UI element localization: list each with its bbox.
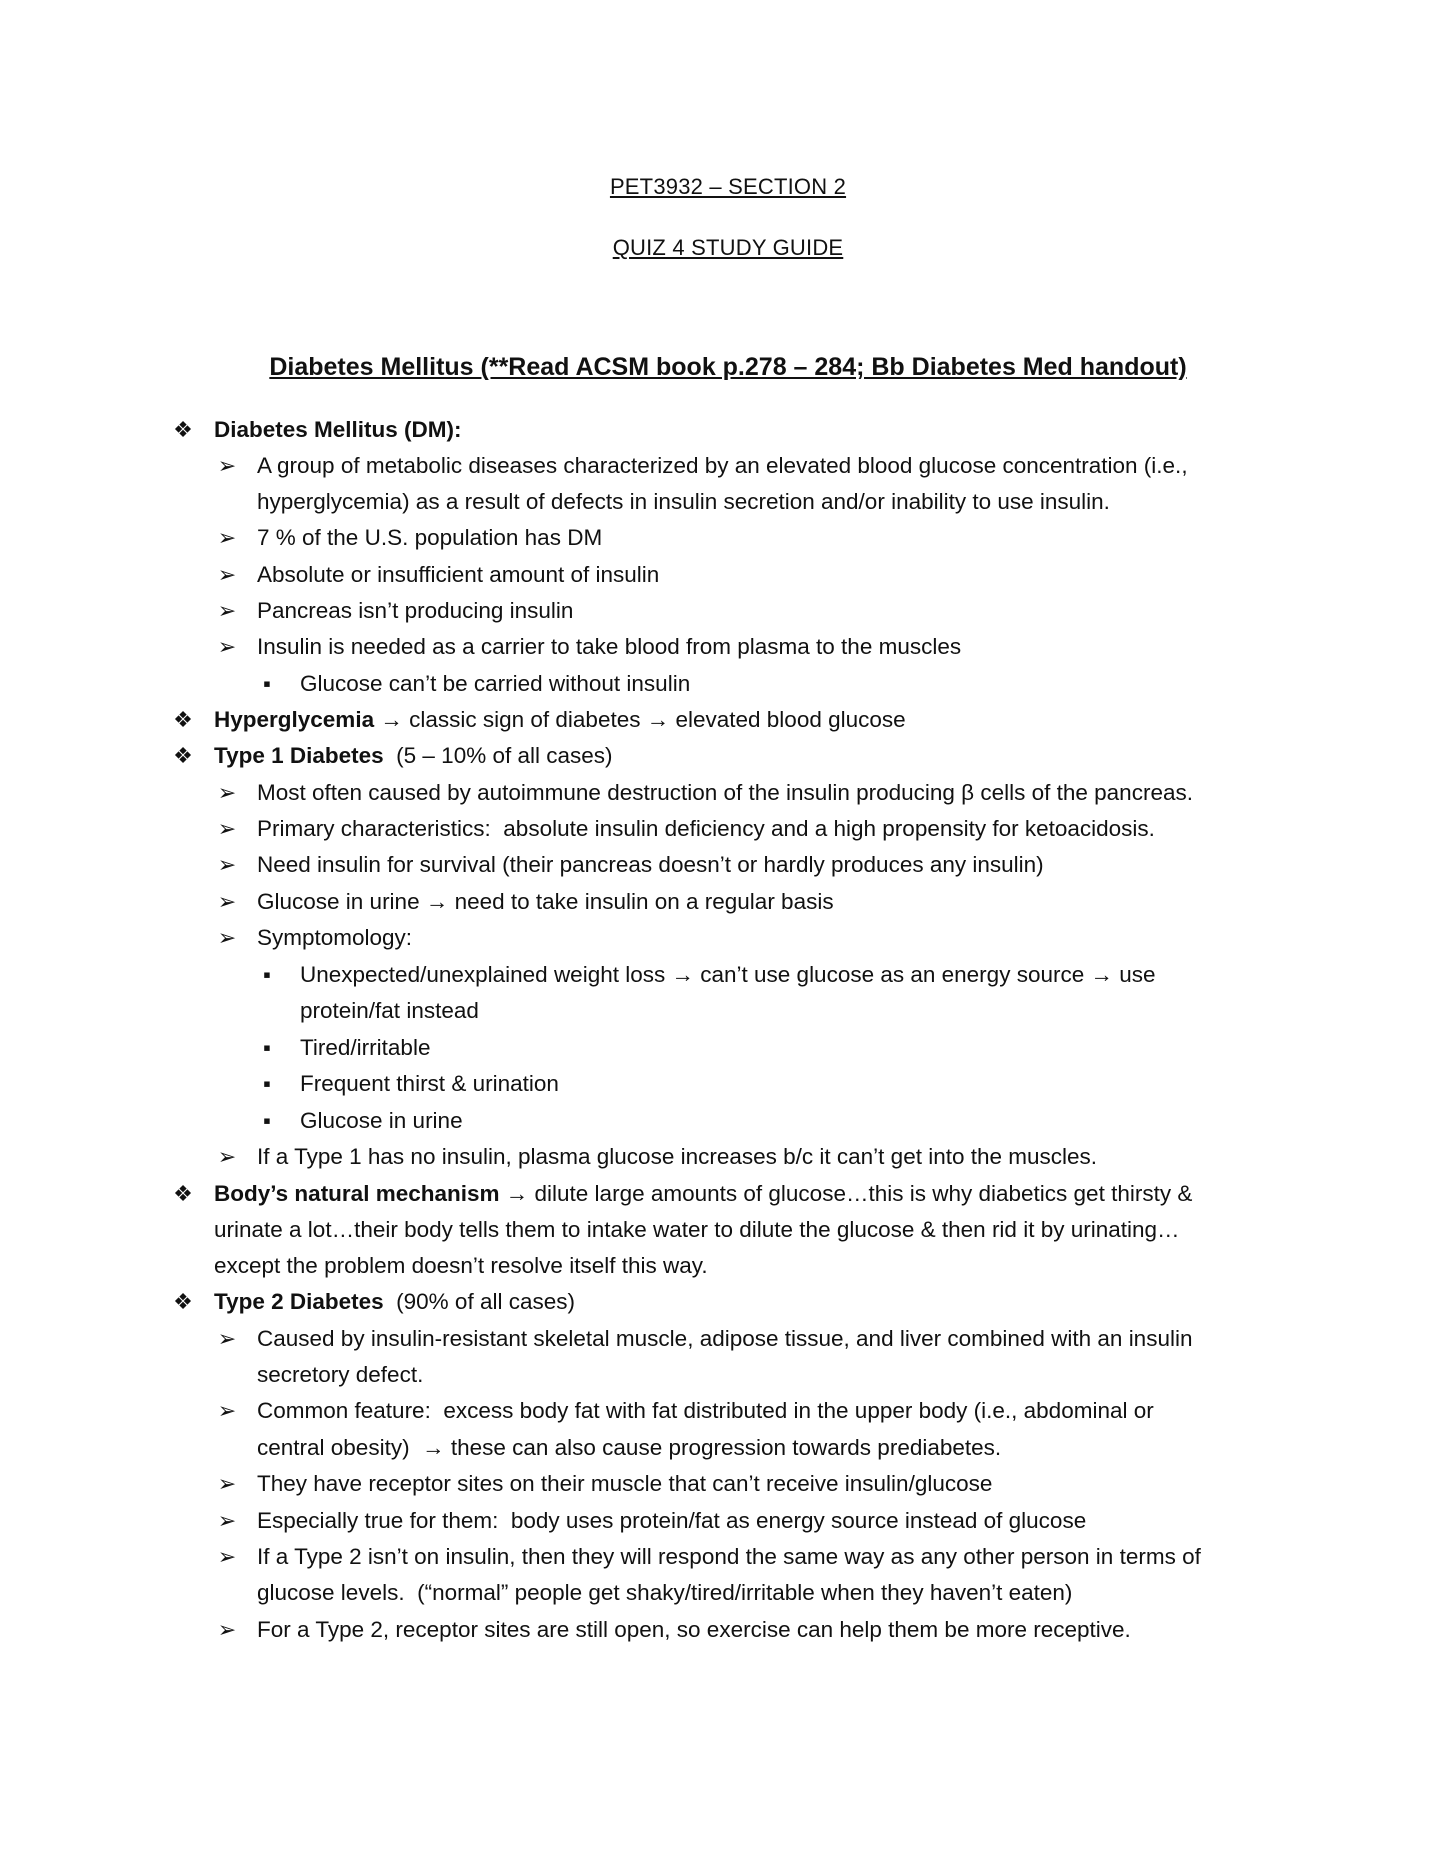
outline-line <box>300 957 1156 993</box>
arrow-bullet-icon: ➢ <box>217 598 237 623</box>
course-heading: PET3932 – SECTION 2 <box>609 174 847 199</box>
bold-term: Hyperglycemia <box>214 707 375 732</box>
line-text: Glucose in urine <box>300 1108 463 1133</box>
bold-term: Type 2 Diabetes <box>214 1289 384 1314</box>
arrow-bullet-icon: ➢ <box>217 1508 237 1533</box>
outline-line <box>257 1139 1097 1175</box>
arrow-bullet-icon: ➢ <box>217 562 237 587</box>
line-text: A group of metabolic diseases characterized by an elevated blood glucose concentration (i.e., <box>257 453 1188 478</box>
bold-term: Body’s natural mechanism <box>214 1181 500 1206</box>
outline-line <box>214 702 906 738</box>
arrow-bullet-icon: ➢ <box>217 1544 237 1569</box>
outline-line <box>214 738 613 774</box>
line-text: secretory defect. <box>257 1362 424 1387</box>
line-text: protein/fat instead <box>300 998 479 1023</box>
arrow-bullet-icon: ➢ <box>217 889 237 914</box>
line-text: glucose levels. (“normal” people get shaky/tired/irritable when they haven’t eaten) <box>257 1580 1073 1605</box>
line-text: 7 % of the U.S. population has DM <box>257 525 603 550</box>
outline-line <box>257 1466 992 1502</box>
outline-line <box>257 484 1110 520</box>
outline-line <box>214 1248 708 1284</box>
line-text: Common feature: excess body fat with fat distributed in the upper body (i.e., abdominal or <box>257 1398 1154 1423</box>
outline-line <box>257 1430 1001 1466</box>
diamond-bullet-icon: ❖ <box>173 1181 193 1206</box>
arrow-bullet-icon: ➢ <box>217 925 237 950</box>
outline-line <box>257 557 659 593</box>
line-text: Symptomology: <box>257 925 413 950</box>
outline-line <box>214 1212 1180 1248</box>
line-text: Unexpected/unexplained weight loss → can’t use glucose as an energy source → use <box>300 962 1156 987</box>
outline-line <box>257 1393 1154 1429</box>
outline-line <box>257 1539 1201 1575</box>
line-text: Need insulin for survival (their pancreas doesn’t or hardly produces any insulin) <box>257 852 1044 877</box>
outline-line <box>214 1176 1192 1212</box>
line-text: Caused by insulin-resistant skeletal muscle, adipose tissue, and liver combined with an insulin <box>257 1326 1193 1351</box>
outline-line <box>257 847 1044 883</box>
line-text: Absolute or insufficient amount of insulin <box>257 562 660 587</box>
bold-term: Diabetes Mellitus (DM): <box>214 417 462 442</box>
line-text: Insulin is needed as a carrier to take blood from plasma to the muscles <box>257 634 962 659</box>
outline-line <box>257 1575 1072 1611</box>
study-guide-heading: QUIZ 4 STUDY GUIDE <box>612 235 844 260</box>
arrow-bullet-icon: ➢ <box>217 1326 237 1351</box>
arrow-bullet-icon: ➢ <box>217 780 237 805</box>
outline-line <box>214 412 462 448</box>
outline-line <box>257 1357 423 1393</box>
line-text: If a Type 1 has no insulin, plasma glucose increases b/c it can’t get into the muscles. <box>257 1144 1098 1169</box>
line-text: central obesity) → these can also cause progression towards prediabetes. <box>257 1435 1002 1460</box>
line-text: Pancreas isn’t producing insulin <box>257 598 574 623</box>
bold-term: Type 1 Diabetes <box>214 743 384 768</box>
square-bullet-icon: ▪ <box>263 962 271 987</box>
arrow-bullet-icon: ➢ <box>217 852 237 877</box>
line-text: Primary characteristics: absolute insulin deficiency and a high propensity for ketoacidosis. <box>257 816 1155 841</box>
line-text: Tired/irritable <box>300 1035 431 1060</box>
outline-line <box>257 1612 1131 1648</box>
square-bullet-icon: ▪ <box>263 1108 271 1133</box>
line-text: Frequent thirst & urination <box>300 1071 559 1096</box>
line-text: For a Type 2, receptor sites are still open, so exercise can help them be more receptive. <box>257 1617 1131 1642</box>
arrow-bullet-icon: ➢ <box>217 525 237 550</box>
line-text: urinate a lot…their body tells them to intake water to dilute the glucose & then rid it by urinating… <box>214 1217 1180 1242</box>
arrow-bullet-icon: ➢ <box>217 1398 237 1423</box>
outline-line <box>214 1284 575 1320</box>
line-text: (90% of all cases) <box>383 1289 575 1314</box>
outline-line <box>257 448 1188 484</box>
outline-line <box>300 993 479 1029</box>
line-text: Most often caused by autoimmune destruction of the insulin producing β cells of the pancreas. <box>257 780 1193 805</box>
square-bullet-icon: ▪ <box>263 1071 271 1096</box>
outline-line <box>257 1321 1192 1357</box>
outline-line <box>257 593 573 629</box>
line-text: hyperglycemia) as a result of defects in insulin secretion and/or inability to use insulin. <box>257 489 1110 514</box>
arrow-bullet-icon: ➢ <box>217 634 237 659</box>
arrow-bullet-icon: ➢ <box>217 1617 237 1642</box>
outline-line <box>257 775 1193 811</box>
diamond-bullet-icon: ❖ <box>173 417 193 442</box>
outline-line <box>257 520 602 556</box>
arrow-bullet-icon: ➢ <box>217 1144 237 1169</box>
line-text: Glucose in urine → need to take insulin on a regular basis <box>257 889 834 914</box>
outline-line <box>300 1030 430 1066</box>
outline-line <box>257 884 834 920</box>
diamond-bullet-icon: ❖ <box>173 743 193 768</box>
line-text: They have receptor sites on their muscle that can’t receive insulin/glucose <box>257 1471 993 1496</box>
outline-line <box>300 1066 559 1102</box>
square-bullet-icon: ▪ <box>263 1035 271 1060</box>
section-title: Diabetes Mellitus (**Read ACSM book p.278 – 284; Bb Diabetes Med handout) <box>269 353 1187 381</box>
diamond-bullet-icon: ❖ <box>173 707 193 732</box>
arrow-bullet-icon: ➢ <box>217 1471 237 1496</box>
arrow-bullet-icon: ➢ <box>217 816 237 841</box>
line-text: → classic sign of diabetes → elevated blood glucose <box>374 707 906 732</box>
outline-line <box>300 1103 463 1139</box>
arrow-bullet-icon: ➢ <box>217 453 237 478</box>
line-text: Especially true for them: body uses protein/fat as energy source instead of glucose <box>257 1508 1087 1533</box>
outline-line <box>257 920 412 956</box>
outline-line <box>300 666 690 702</box>
line-text: except the problem doesn’t resolve itself this way. <box>214 1253 708 1278</box>
outline-line <box>257 1503 1086 1539</box>
line-text: (5 – 10% of all cases) <box>383 743 613 768</box>
line-text: → dilute large amounts of glucose…this is why diabetics get thirsty & <box>499 1181 1193 1206</box>
line-text: If a Type 2 isn’t on insulin, then they will respond the same way as any other person in terms of <box>257 1544 1201 1569</box>
square-bullet-icon: ▪ <box>263 671 271 696</box>
diamond-bullet-icon: ❖ <box>173 1289 193 1314</box>
outline-line <box>257 629 961 665</box>
line-text: Glucose can’t be carried without insulin <box>300 671 691 696</box>
outline-line <box>257 811 1155 847</box>
